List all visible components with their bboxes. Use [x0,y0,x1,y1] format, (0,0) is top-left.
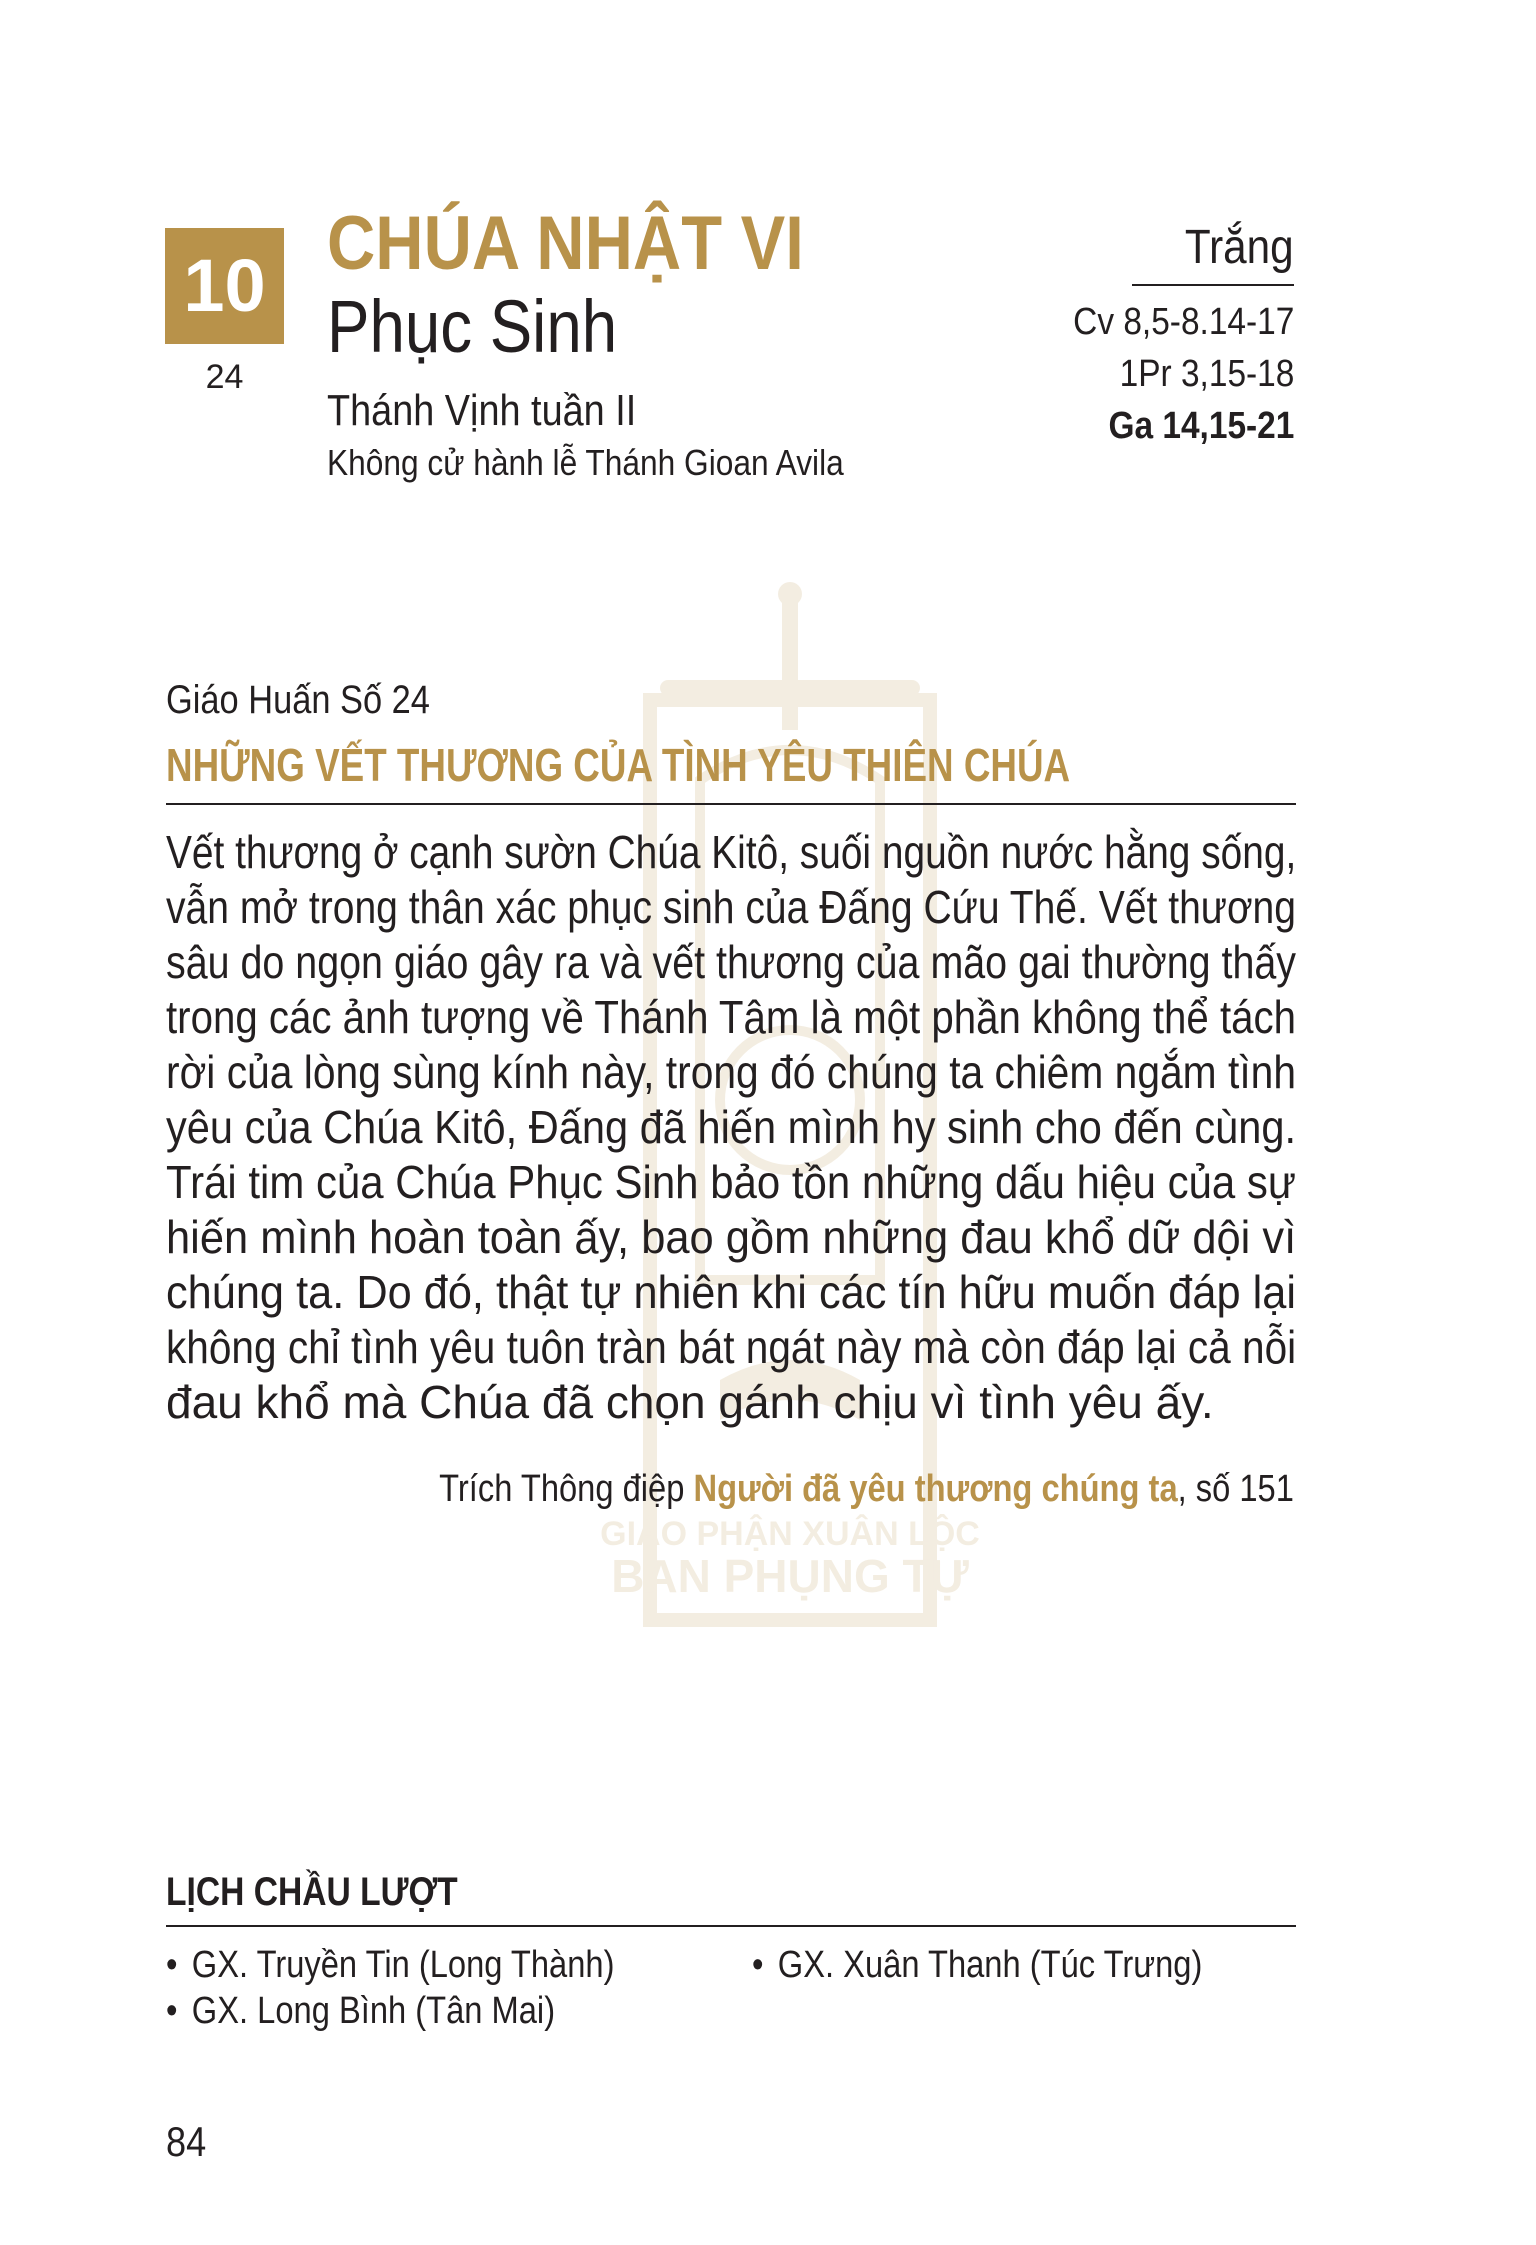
body-line: không chỉ tình yêu tuôn tràn bát ngát này mà còn đáp lại cả nỗi [166,1321,1297,1373]
schedule-item [166,1944,614,1987]
body-line: Vết thương ở cạnh sườn Chúa Kitô, suối nguồn nước hằng sống, [166,826,1297,878]
body-line: sâu do ngọn giáo gây ra và vết thương của mão gai thường thấy [166,936,1296,988]
schedule-item-label: GX. Long Bình (Tân Mai) [191,1990,556,2032]
reading-gospel: Ga 14,15-21 [1108,405,1294,447]
watermark-line2: BAN PHỤNG TỰ [611,1550,969,1602]
body-line: vẫn mở trong thân xác phục sinh của Đấng Cứu Thế. Vết thương [166,881,1296,933]
source-suffix: , số 151 [1177,1468,1294,1510]
reading-2: 1Pr 3,15-18 [1119,353,1294,395]
body-line: rời của lòng sùng kính này, trong đó chúng ta chiêm ngắm tình [166,1046,1296,1098]
body-line: chúng ta. Do đó, thật tự nhiên khi các tín hữu muốn đáp lại [166,1266,1296,1318]
watermark-line1: GIÁO PHẬN XUÂN LỘC [600,1515,980,1553]
readings-list [1073,296,1294,452]
reading-1: Cv 8,5-8.14-17 [1072,301,1294,343]
schedule-divider [166,1925,1296,1927]
body-line: đau khổ mà Chúa đã chọn gánh chịu vì tình yêu ấy. [166,1376,1214,1428]
body-line: yêu của Chúa Kitô, Đấng đã hiến mình hy sinh cho đến cùng. [166,1101,1296,1153]
liturgical-color: Trắng [1185,221,1294,274]
body-line: trong các ảnh tượng về Thánh Tâm là một phần không thể tách [166,991,1296,1043]
teaching-label: Giáo Huấn Số 24 [166,678,430,722]
schedule-item [166,1990,555,2033]
bullet: • [166,1944,178,1986]
feast-subtitle: Phục Sinh [327,285,618,368]
day-number-badge: 10 [165,228,284,344]
schedule-item-label: GX. Truyền Tin (Long Thành) [191,1944,615,1986]
page-number: 84 [166,2118,207,2165]
teaching-body [166,825,1296,1430]
source-prefix: Trích Thông điệp [439,1468,685,1510]
bullet: • [752,1944,764,1986]
teaching-source [439,1468,1294,1511]
body-line: hiến mình hoàn toàn ấy, bao gồm những đau khổ dữ dội vì [166,1211,1297,1263]
psalter-week: Thánh Vịnh tuần II [327,386,637,435]
body-line: Trái tim của Chúa Phục Sinh bảo tồn những dấu hiệu của sự [166,1156,1296,1208]
teaching-divider [166,803,1296,805]
month-number: 24 [205,358,244,396]
teaching-title: NHỮNG VẾT THƯƠNG CỦA TÌNH YÊU THIÊN CHÚA [166,739,1071,791]
source-title: Người đã yêu thương chúng ta [693,1468,1178,1510]
feast-note: Không cử hành lễ Thánh Gioan Avila [327,442,844,483]
readings-divider [1132,284,1294,286]
feast-title: CHÚA NHẬT VI [327,201,804,286]
schedule-item [752,1944,1202,1987]
schedule-item-label: GX. Xuân Thanh (Túc Trưng) [777,1944,1203,1986]
bullet: • [166,1990,178,2032]
schedule-title: LỊCH CHẦU LƯỢT [166,1870,458,1914]
